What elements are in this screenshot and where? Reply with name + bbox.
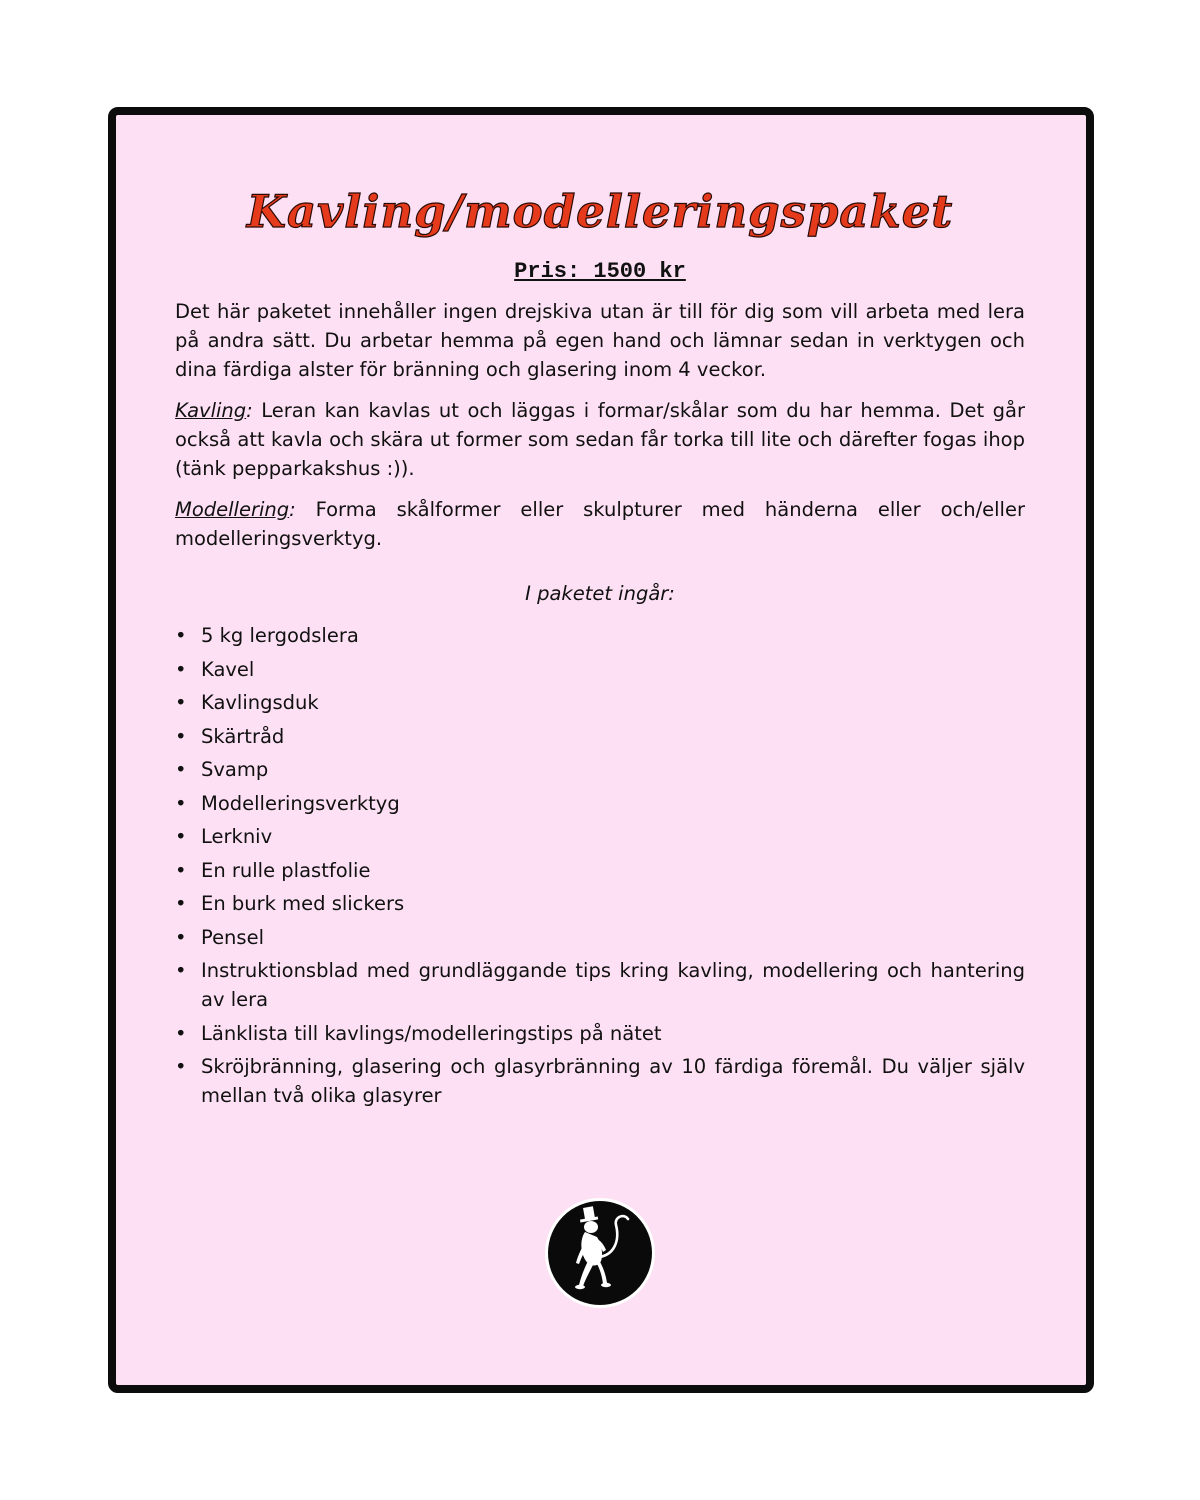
modellering-paragraph [175, 495, 1025, 553]
list-item-text: Pensel [201, 925, 264, 949]
list-item [175, 923, 1025, 952]
modellering-colon: : [289, 498, 296, 521]
bullet-icon: • [175, 657, 187, 681]
bullet-icon: • [175, 724, 187, 748]
list-item-text: Kavlingsduk [201, 691, 319, 714]
list-item-text: Lerkniv [201, 825, 273, 848]
list-item [175, 722, 1025, 751]
list-item [175, 755, 1025, 784]
kavling-colon: : [246, 399, 253, 422]
bullet-icon: • [175, 691, 187, 714]
included-items-list [175, 621, 1025, 1110]
monkey-logo-icon [544, 1197, 656, 1309]
modellering-text: Forma skålformer eller skulpturer med händerna eller och/eller modelleringsverktyg. [175, 498, 1025, 550]
bullet-icon: • [175, 892, 187, 915]
list-item [175, 889, 1025, 918]
price-label: Pris: 1500 kr [514, 259, 686, 284]
list-item-text: Svamp [201, 758, 269, 781]
list-item-text: En burk med slickers [201, 892, 405, 915]
page-title: Kavling/modelleringspaket [246, 185, 954, 238]
content-area [175, 170, 1025, 1115]
list-item-text: Länklista till kavlings/modelleringstips på nätet [201, 1021, 662, 1045]
list-item-text: Skröjbränning, glasering och glasyrbränning av 10 färdiga föremål. Du väljer själv mellan två olika glasyrer [201, 1055, 1025, 1107]
kavling-label: Kavling [175, 399, 247, 422]
list-item [175, 856, 1025, 885]
bullet-icon: • [175, 758, 187, 781]
list-item [175, 655, 1025, 684]
kavling-paragraph [175, 396, 1025, 483]
bullet-icon: • [175, 858, 187, 882]
included-heading: I paketet ingår: [525, 582, 675, 605]
bullet-icon: • [175, 1055, 187, 1078]
list-item [175, 956, 1025, 1014]
bullet-icon: • [175, 825, 187, 848]
bullet-icon: • [175, 959, 187, 982]
list-item-text: Kavel [201, 657, 255, 681]
list-item [175, 822, 1025, 851]
list-item [175, 1019, 1025, 1048]
list-item-text: Modelleringsverktyg [201, 791, 400, 815]
list-item-text: En rulle plastfolie [201, 858, 371, 882]
intro-paragraph: Det här paketet innehåller ingen drejskiva utan är till för dig som vill arbeta med lera på andra sätt. Du arbetar hemma på egen hand och lämnar sedan in verktygen och dina färdiga alster för bränning och glasering inom 4 veckor. [175, 300, 1025, 381]
list-item [175, 688, 1025, 717]
list-item-text: Skärtråd [201, 724, 285, 748]
kavling-text: Leran kan kavlas ut och läggas i formar/skålar som du har hemma. Det går också att kavla och skära ut former som sedan får torka till lite och därefter fogas ihop (tänk pepparkakshus :)). [175, 399, 1025, 480]
bullet-icon: • [175, 1021, 187, 1045]
bullet-icon: • [175, 791, 187, 815]
bullet-icon: • [175, 624, 187, 647]
modellering-label: Modellering [175, 498, 290, 521]
bullet-icon: • [175, 925, 187, 949]
list-item [175, 789, 1025, 818]
list-item-text: Instruktionsblad med grundläggande tips kring kavling, modellering och hantering av lera [201, 959, 1025, 1011]
list-item [175, 621, 1025, 650]
list-item-text: 5 kg lergodslera [201, 624, 359, 647]
list-item [175, 1052, 1025, 1110]
